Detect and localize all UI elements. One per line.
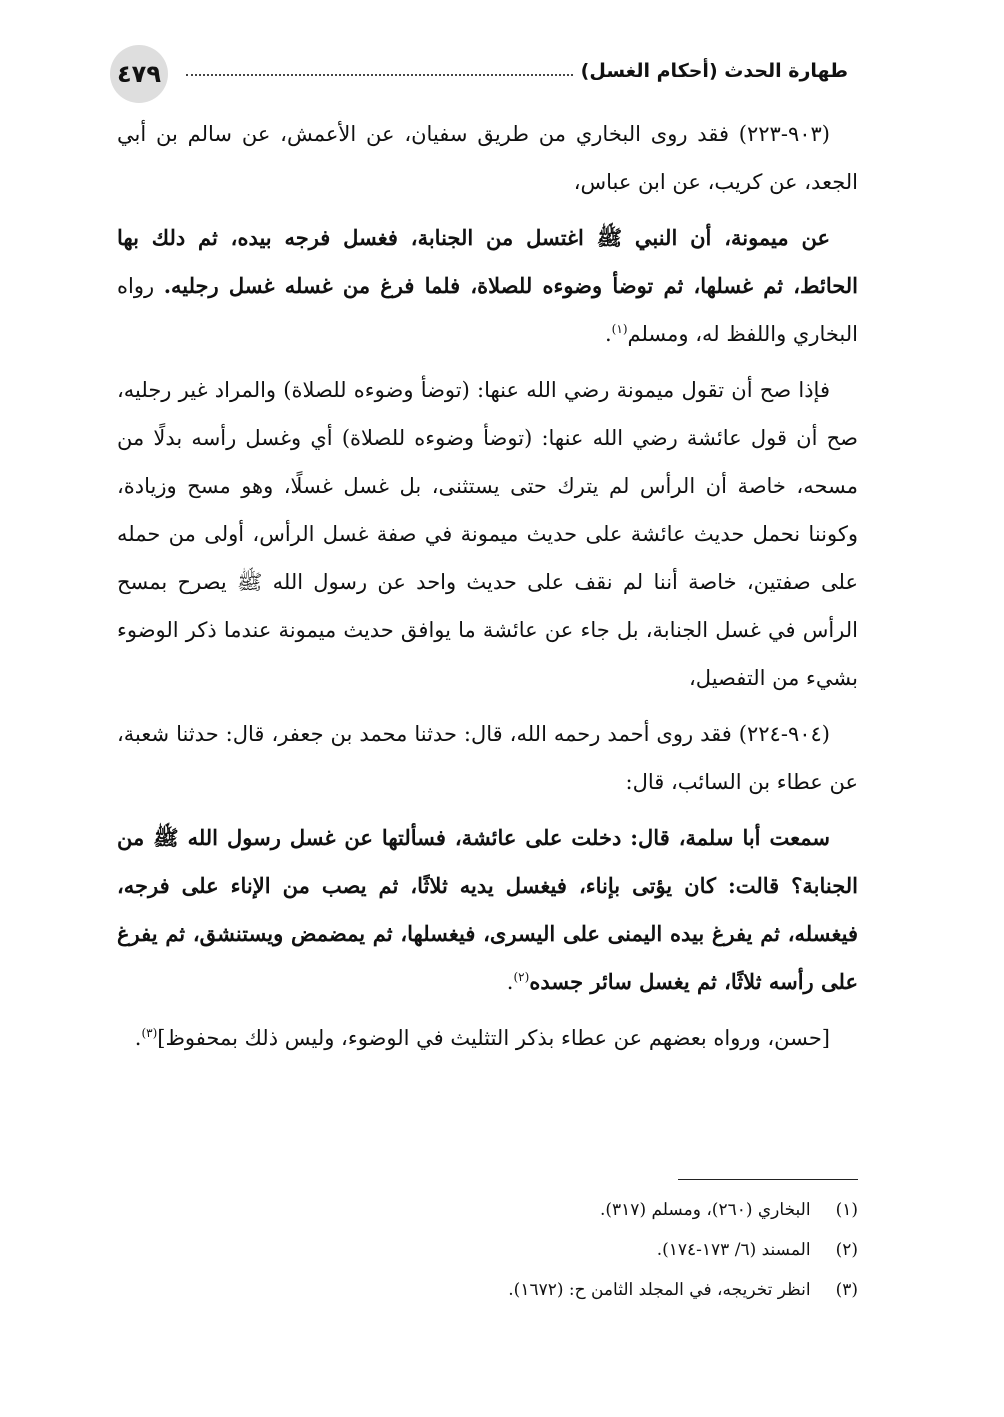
hadith-chain-text: (٩٠٣-٢٢٣) فقد روى البخاري من طريق سفيان، عن الأعمش، عن سالم بن أبي الجعد، عن كريب، عن ابن عباس، (117, 122, 858, 194)
footnote-ref[interactable]: (٢) (513, 970, 530, 984)
commentary-text: فإذا صح أن تقول ميمونة رضي الله عنها: (توضأ وضوءه للصلاة) والمراد غير رجليه، صح أن قول عائشة رضي الله عنها: (توضأ وضوءه للصلاة) أي وغسل رأسه بدلًا من مسحه، خاصة أن الرأس لم يترك حتى يستثنى، بل غسل غسلًا، وهو مسح وزيادة، وكوننا نحمل حديث عائشة على حديث ميمونة في صفة غسل الرأس، أولى من حمله على صفتين، خاصة أننا لم نقف على حديث واحد عن رسول الله ﷺ يصرح بمسح الرأس في غسل الجنابة، بل جاء عن عائشة ما يوافق حديث ميمونة عندما ذكر الوضوء بشيء من التفصيل، (117, 378, 858, 690)
period: . (604, 322, 612, 346)
chapter-title: طهارة الحدث (أحكام الغسل) (580, 60, 848, 82)
footnote (117, 1230, 858, 1270)
footnote (117, 1190, 858, 1230)
paragraph (117, 110, 858, 206)
body-text (117, 110, 858, 1070)
period: . (134, 1026, 142, 1050)
footnote-text: المسند (٦/ ١٧٣-١٧٤). (656, 1240, 811, 1260)
paragraph (117, 710, 858, 806)
paragraph (117, 1014, 858, 1062)
grading-text: [حسن، ورواه بعضهم عن عطاء بذكر التثليث في الوضوء، وليس ذلك بمحفوظ] (157, 1026, 830, 1050)
paragraph (117, 214, 858, 358)
page-number: ٤٧٩ (117, 60, 161, 88)
dotted-leader (186, 74, 573, 76)
footnote-ref[interactable]: (٣) (141, 1026, 158, 1040)
hadith-chain-text: (٩٠٤-٢٢٤) فقد روى أحمد رحمه الله، قال: حدثنا محمد بن جعفر، قال: حدثنا شعبة، عن عطاء بن السائب، قال: (117, 722, 858, 794)
paragraph (117, 366, 858, 702)
footnote-separator (678, 1179, 858, 1180)
period: . (506, 970, 514, 994)
footnote-number: (٢) (835, 1240, 858, 1260)
running-header (178, 56, 848, 86)
page-number-badge (110, 45, 168, 103)
footnotes (117, 1190, 858, 1310)
footnote-text: البخاري (٢٦٠)، ومسلم (٣١٧). (600, 1200, 811, 1220)
footnote (117, 1270, 858, 1310)
hadith-matn-bold: سمعت أبا سلمة، قال: دخلت على عائشة، فسألتها عن غسل رسول الله ﷺ من الجنابة؟ قالت: كان يؤتى بإناء، فيغسل يديه ثلاثًا، ثم يصب من الإناء على فرجه، فيغسله، ثم يفرغ بيده اليمنى على اليسرى، فيغسلها، ثم يمضمض ويستنشق، ثم يفرغ على رأسه ثلاثًا، ثم يغسل سائر جسده (117, 825, 858, 994)
hadith-matn-bold: عن ميمونة، أن النبي ﷺ اغتسل من الجنابة، فغسل فرجه بيده، ثم دلك بها الحائط، ثم غسلها، ثم توضأ وضوءه للصلاة، فلما فرغ من غسله غسل رجليه. (117, 225, 859, 298)
footnote-number: (١) (835, 1200, 858, 1220)
footnote-ref[interactable]: (١) (611, 322, 628, 336)
attribution-text: رواه البخاري واللفظ له، ومسلم (117, 274, 858, 346)
footnote-number: (٣) (835, 1280, 858, 1300)
footnote-text: انظر تخريجه، في المجلد الثامن ح: (١٦٧٢). (508, 1280, 811, 1300)
paragraph (117, 814, 858, 1006)
